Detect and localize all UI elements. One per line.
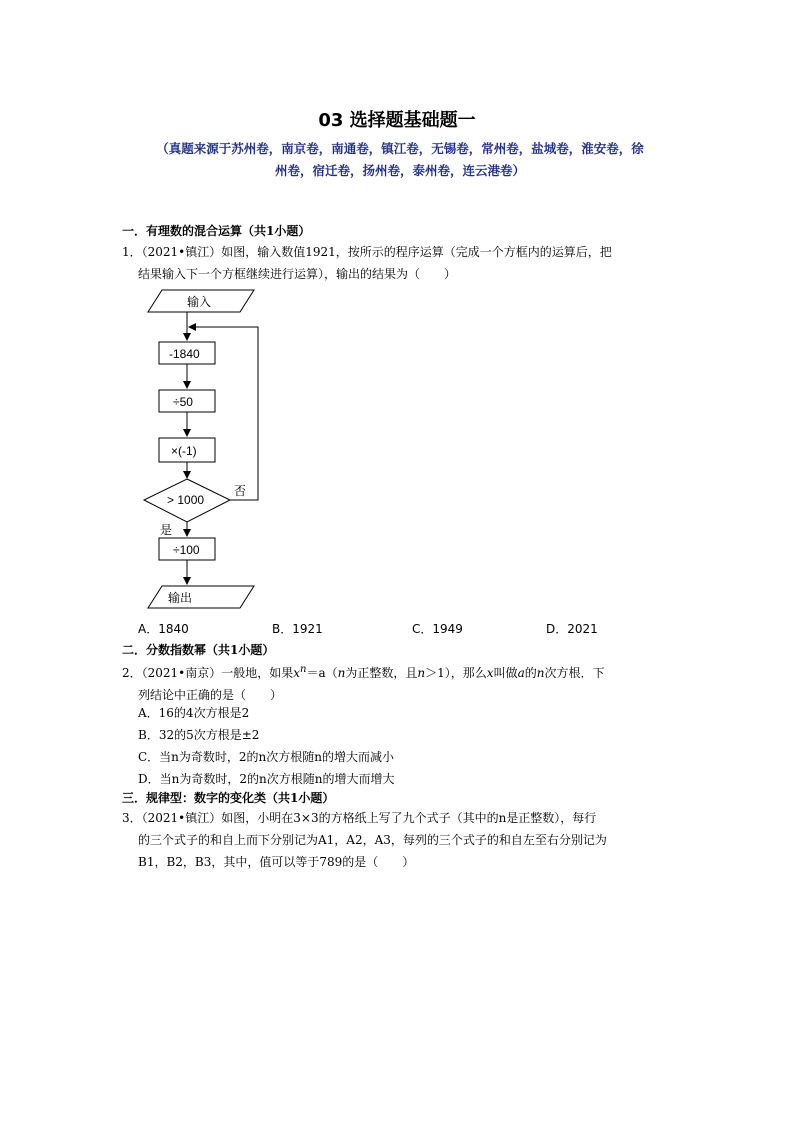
q1-option-c[interactable]: C．1949 <box>412 622 463 636</box>
question-3-line-3: B1，B2，B3，其中，值可以等于789的是（ ） <box>138 855 415 869</box>
question-3 <box>122 807 682 873</box>
q2-text-f: 次方根．下 <box>544 666 605 680</box>
question-1-line-1: 1．（2021•镇江）如图，输入数值1921，按所示的程序运算（完成一个方框内的运算后，把 <box>122 245 612 259</box>
q2-choice-c[interactable]: C．当n为奇数时，2的n次方根随n的增大而减小 <box>138 750 395 764</box>
question-1-line-2: 结果输入下一个方框继续进行运算），输出的结果为（ ） <box>138 267 457 281</box>
q2-var-a: a <box>517 666 525 680</box>
q2-var-x2: x <box>486 666 494 680</box>
q2-text-a: 2．（2021•南京）一般地，如果 <box>122 666 294 680</box>
output-label: 输出 <box>168 591 193 605</box>
step-multiply-label: ×(-1) <box>171 444 197 458</box>
q2-choice-b[interactable]: B．32的5次方根是±2 <box>138 728 260 742</box>
q2-var-n1: n <box>337 666 346 680</box>
question-3-line-2: 的三个式子的和自上而下分别记为A1，A2，A3，每列的三个式子的和自左至右分别记为 <box>138 833 607 847</box>
question-3-line-1: 3．（2021•镇江）如图，小明在3×3的方格纸上写了九个式子（其中的n是正整数），每行 <box>122 811 597 825</box>
q2-var-n3: n <box>536 666 545 680</box>
output-shape <box>148 586 254 608</box>
q1-option-b[interactable]: B．1921 <box>272 622 323 636</box>
source-note-line-1: （真题来源于苏州卷，南京卷，南通卷，镇江卷，无锡卷，常州卷，盐城卷，淮安卷，徐 <box>156 141 644 156</box>
section-heading-2: 二．分数指数幂（共1小题） <box>122 643 275 657</box>
program-flowchart <box>140 282 280 614</box>
q2-text-d: 叫做 <box>493 666 518 680</box>
step-divide-label: ÷50 <box>173 395 193 409</box>
q1-option-d[interactable]: D．2021 <box>546 622 598 636</box>
yes-branch-label: 是 <box>160 523 173 537</box>
q2-text-e: 的 <box>524 666 537 680</box>
page-title: 03 选择题基础题一 <box>318 110 476 131</box>
input-label: 输入 <box>187 295 212 309</box>
q2-choice-a[interactable]: A．16的4次方根是2 <box>138 706 250 720</box>
question-2-line-1 <box>122 659 682 684</box>
q2-var-n2: n <box>417 666 426 680</box>
source-note-line-2: 州卷，宿迁卷，扬州卷，泰州卷，连云港卷） <box>274 163 525 178</box>
condition-label: > 1000 <box>167 493 205 507</box>
q2-exponent-n: n <box>300 664 307 675</box>
question-2-line-2: 列结论中正确的是（ ） <box>138 688 283 702</box>
q2-var-x: x <box>293 666 301 680</box>
q2-text-c: ＞1），那么 <box>425 666 487 680</box>
q1-option-a[interactable]: A．1840 <box>138 622 189 636</box>
step-subtract-label: -1840 <box>169 347 200 361</box>
question-1 <box>122 241 682 285</box>
loop-back-arrowhead <box>188 323 196 331</box>
q2-choice-d[interactable]: D．当n为奇数时，2的n次方根随n的增大而增大 <box>138 772 395 786</box>
q2-text-b: 为正整数，且 <box>345 666 418 680</box>
question-2 <box>122 659 682 706</box>
section-heading-1: 一．有理数的混合运算（共1小题） <box>122 224 311 238</box>
section-heading-3: 三．规律型：数字的变化类（共1小题） <box>122 791 335 805</box>
no-branch-label: 否 <box>234 484 247 498</box>
source-note <box>120 138 680 182</box>
q2-eq-a: ＝a（ <box>306 666 338 680</box>
step-divide-100-label: ÷100 <box>173 543 200 557</box>
